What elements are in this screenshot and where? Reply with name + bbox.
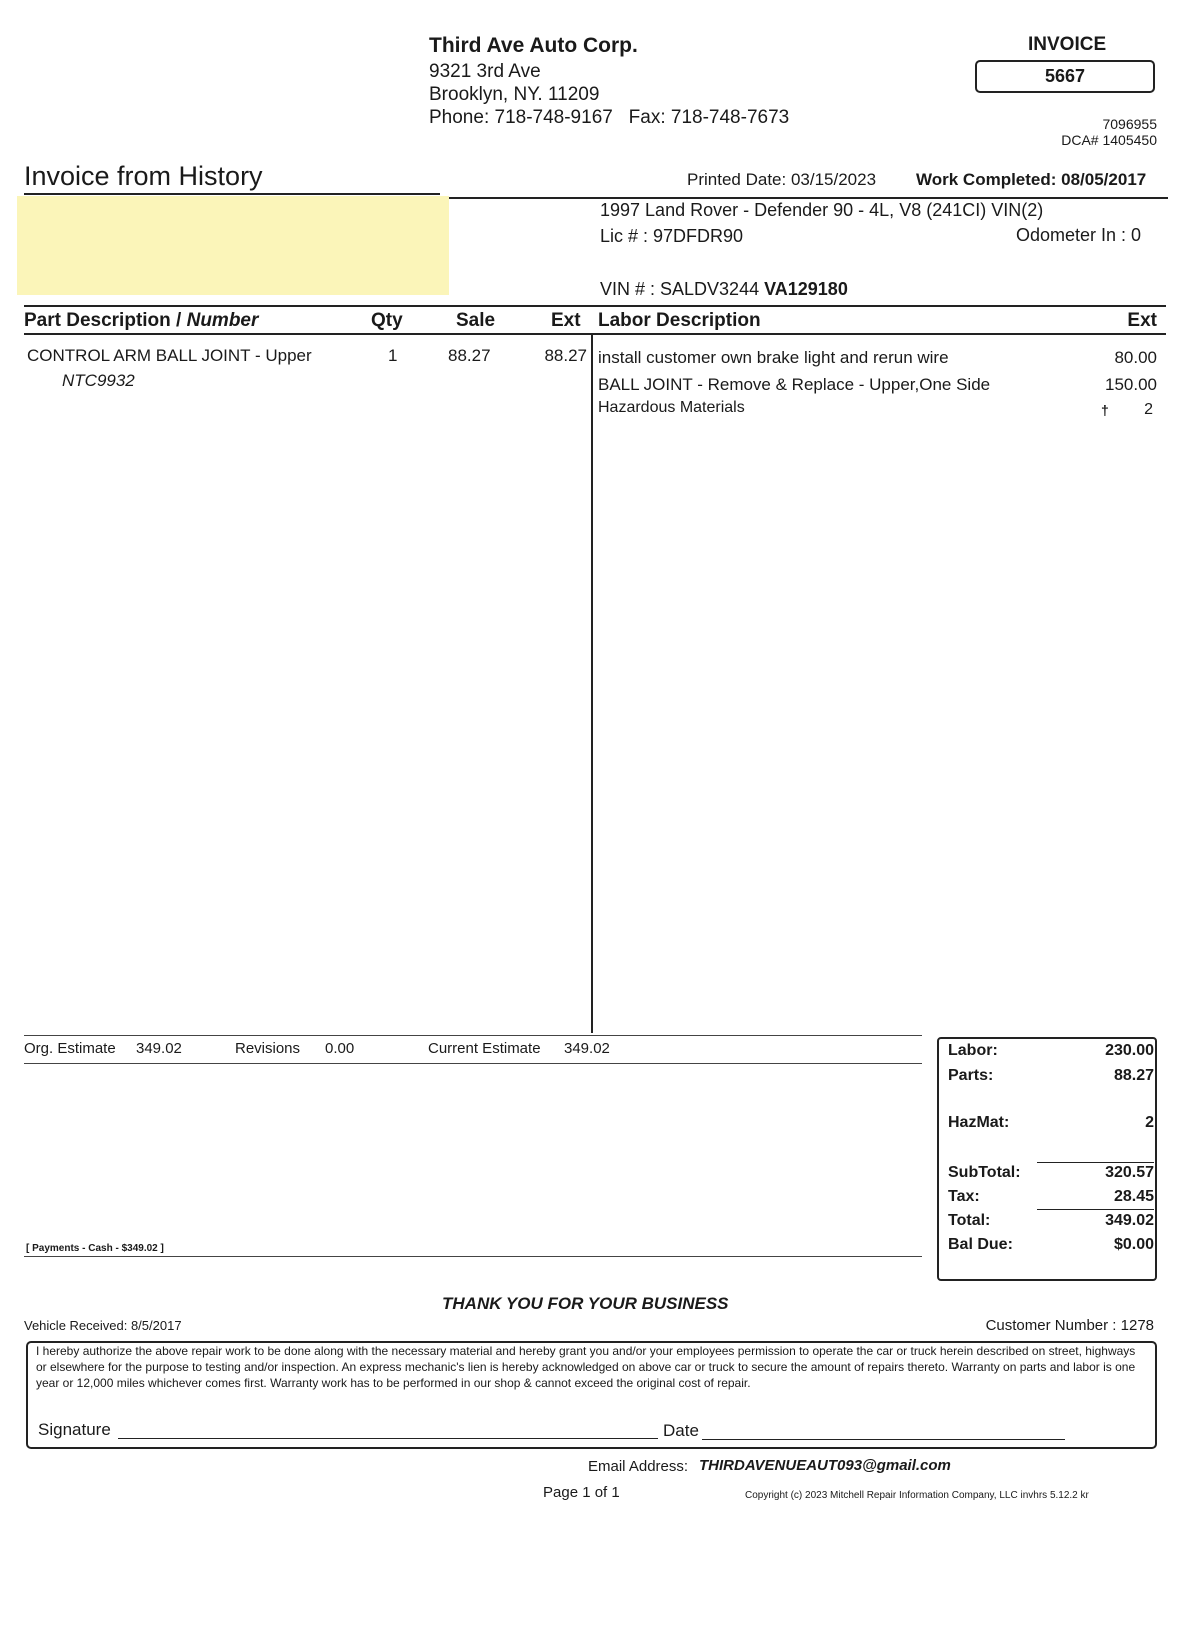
current-estimate-label: Current Estimate bbox=[428, 1040, 541, 1057]
payments-rule bbox=[24, 1256, 922, 1257]
customer-number: Customer Number : 1278 bbox=[985, 1317, 1154, 1334]
page-number: Page 1 of 1 bbox=[543, 1484, 620, 1501]
signature-label: Signature bbox=[38, 1420, 111, 1439]
part-description-header: Part Description / Number bbox=[24, 310, 259, 331]
part-description-header-label: Part Description bbox=[24, 310, 171, 331]
labor-description-header: Labor Description bbox=[598, 310, 761, 331]
invoice-number: 5667 bbox=[975, 60, 1155, 93]
total-label: Total: bbox=[948, 1212, 991, 1229]
labor-ext-price: 80.00 bbox=[1114, 348, 1157, 367]
subtotal-value: 320.57 bbox=[1105, 1164, 1154, 1181]
date-label: Date bbox=[663, 1421, 699, 1440]
part-ext-price: 88.27 bbox=[544, 346, 587, 365]
parts-labor-divider bbox=[591, 335, 593, 1033]
company-address-line2: Brooklyn, NY. 11209 bbox=[429, 84, 600, 105]
tax-label: Tax: bbox=[948, 1188, 980, 1205]
current-estimate-value: 349.02 bbox=[564, 1040, 610, 1057]
table-header-bottom-rule bbox=[24, 333, 1166, 335]
vin-number bbox=[600, 279, 848, 300]
labor-description: Hazardous Materials bbox=[598, 399, 745, 416]
email-address: THIRDAVENUEAUT093@gmail.com bbox=[699, 1457, 951, 1474]
labor-ext-price: 2 bbox=[1144, 401, 1153, 418]
vin-prefix: VIN # : SALDV3244 bbox=[600, 279, 765, 299]
parts-total-label: Parts: bbox=[948, 1067, 994, 1084]
vehicle-description: 1997 Land Rover - Defender 90 - 4L, V8 (241CI) VIN(2) bbox=[600, 200, 1044, 220]
invoice-history-title: Invoice from History bbox=[24, 161, 263, 191]
signature-line bbox=[118, 1438, 658, 1439]
title-underline bbox=[24, 193, 440, 195]
part-description: CONTROL ARM BALL JOINT - Upper bbox=[27, 346, 312, 365]
part-number: NTC9932 bbox=[62, 371, 135, 390]
balance-due-label: Bal Due: bbox=[948, 1236, 1013, 1253]
revisions-label: Revisions bbox=[235, 1040, 301, 1057]
dca-number: DCA# 1405450 bbox=[1061, 132, 1157, 148]
part-number-header-label: Number bbox=[186, 310, 259, 331]
date-line bbox=[702, 1439, 1065, 1440]
estimate-top-rule bbox=[24, 1035, 922, 1036]
tax-rule bbox=[1037, 1209, 1154, 1210]
email-label: Email Address: bbox=[588, 1458, 689, 1475]
reference-number: 7096955 bbox=[1102, 116, 1157, 132]
vin-suffix: VA129180 bbox=[764, 279, 848, 299]
parts-total-value: 88.27 bbox=[1113, 1067, 1154, 1084]
estimate-bottom-rule bbox=[24, 1063, 922, 1064]
invoice-label: INVOICE bbox=[1028, 34, 1107, 55]
odometer-reading: Odometer In : 0 bbox=[1016, 225, 1142, 245]
company-address-line1: 9321 3rd Ave bbox=[429, 61, 541, 82]
parts-ext-header: Ext bbox=[551, 310, 581, 331]
license-plate: Lic # : 97DFDR90 bbox=[600, 226, 744, 246]
thank-you-message: THANK YOU FOR YOUR BUSINESS bbox=[442, 1294, 729, 1313]
header-divider bbox=[448, 197, 1168, 199]
subtotal-label: SubTotal: bbox=[948, 1164, 1021, 1181]
copyright-notice: Copyright (c) 2023 Mitchell Repair Information Company, LLC invhrs 5.12.2 kr bbox=[745, 1490, 1089, 1501]
part-sale-price: 88.27 bbox=[448, 346, 491, 365]
labor-ext-header: Ext bbox=[1127, 310, 1157, 331]
vehicle-received-date: Vehicle Received: 8/5/2017 bbox=[24, 1318, 182, 1333]
redacted-customer-info bbox=[17, 196, 449, 295]
company-phone-fax: Phone: 718-748-9167 Fax: 718-748-7673 bbox=[429, 107, 790, 128]
work-completed-date: Work Completed: 08/05/2017 bbox=[916, 170, 1147, 189]
qty-header: Qty bbox=[371, 310, 403, 331]
labor-description: BALL JOINT - Remove & Replace - Upper,One Side bbox=[598, 375, 991, 394]
revisions-value: 0.00 bbox=[325, 1040, 355, 1057]
hazmat-label: HazMat: bbox=[948, 1114, 1010, 1131]
part-qty: 1 bbox=[388, 346, 398, 365]
payments-note: [ Payments - Cash - $349.02 ] bbox=[26, 1243, 164, 1254]
org-estimate-label: Org. Estimate bbox=[24, 1040, 116, 1057]
sale-header: Sale bbox=[456, 310, 496, 331]
labor-total-label: Labor: bbox=[948, 1042, 998, 1059]
table-header-top-rule bbox=[24, 305, 1166, 307]
labor-total-value: 230.00 bbox=[1105, 1042, 1154, 1059]
org-estimate-value: 349.02 bbox=[136, 1040, 182, 1057]
handwritten-mark-icon: † bbox=[1101, 402, 1109, 418]
labor-description: install customer own brake light and rerun wire bbox=[598, 348, 949, 367]
subtotal-rule bbox=[1037, 1162, 1154, 1163]
tax-value: 28.45 bbox=[1113, 1188, 1154, 1205]
balance-due-value: $0.00 bbox=[1113, 1236, 1154, 1253]
company-name: Third Ave Auto Corp. bbox=[429, 34, 638, 57]
printed-date: Printed Date: 03/15/2023 bbox=[687, 170, 877, 189]
total-value: 349.02 bbox=[1105, 1212, 1154, 1229]
hazmat-value: 2 bbox=[1145, 1114, 1154, 1131]
authorization-text: I hereby authorize the above repair work to be done along with the necessary material and hereby grant you and/or your employees permission to operate the car or truck herein described on street, highways or elsewhere for the purpose to testing and/or inspection. An express mechanic's lien is hereby acknowledged on above car or truck to secure the amount of repairs thereto. Warranty on parts and labor is one year or 12,000 miles whichever comes first. Warranty work has to be performed in our shop & cannot exceed the original cost of repair. bbox=[36, 1344, 1136, 1390]
labor-ext-price: 150.00 bbox=[1105, 375, 1157, 394]
